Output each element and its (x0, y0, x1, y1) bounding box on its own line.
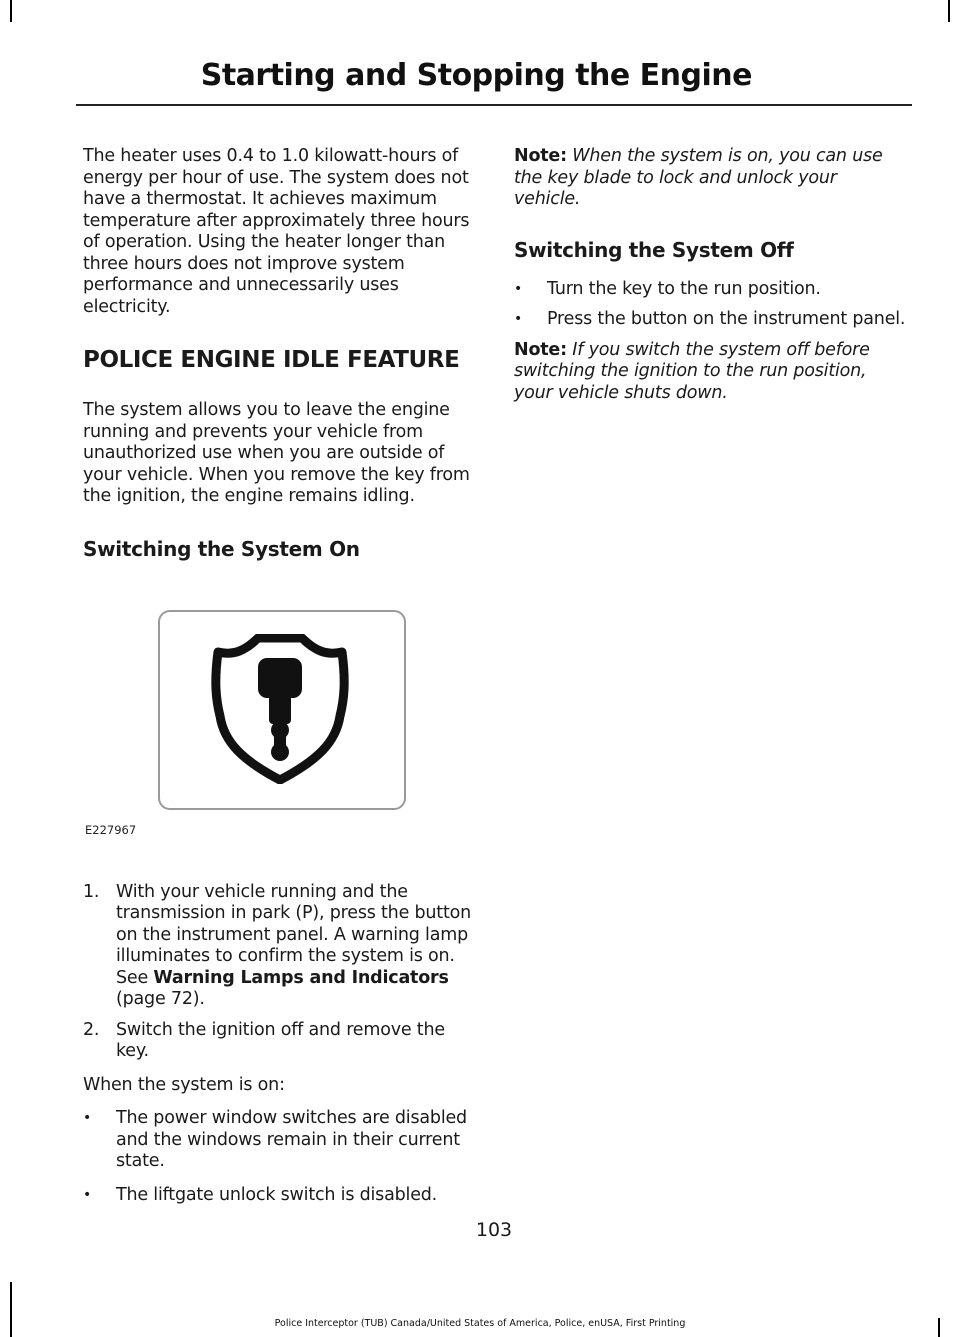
step-page-ref: (page 72). (116, 989, 205, 1009)
header-divider (76, 104, 912, 106)
step-number: 1. (83, 881, 100, 902)
bullet-icon: • (83, 1186, 92, 1203)
page-title: Starting and Stopping the Engine (200, 58, 752, 93)
crop-mark-top-left (10, 0, 12, 22)
idle-feature-paragraph: The system allows you to leave the engine running and prevents your vehicle from unauthorized use when you are outside of your vehicle. When you remove the key from the ignition, the engine remains idling. (83, 400, 470, 506)
step-item (83, 1020, 475, 1063)
when-on-bullets (83, 1108, 475, 1206)
step-text: With your vehicle running and the transmission in park (P), press the button on the instrument panel. A warning lamp illuminates to confirm the system is on. See (116, 881, 472, 988)
note-label: Note: (514, 339, 567, 360)
note-key-blade (514, 146, 906, 211)
crop-mark-top-right (948, 0, 950, 22)
right-column (514, 146, 906, 404)
bullet-icon: • (514, 311, 523, 327)
bullet-text: The power window switches are disabled and the windows remain in their current state. (116, 1108, 467, 1171)
figure-frame (158, 610, 406, 810)
bullet-icon: • (83, 1110, 92, 1126)
figure (83, 586, 475, 856)
bullet-text: Turn the key to the run position. (547, 278, 821, 299)
bullet-text: The liftgate unlock switch is disabled. (116, 1184, 438, 1205)
bullet-item (514, 279, 906, 301)
step-text: Switch the ignition off and remove the key. (116, 1019, 445, 1061)
bullet-item (83, 1108, 475, 1173)
warning-lamps-link[interactable]: Warning Lamps and Indicators (153, 967, 449, 988)
figure-caption: E227967 (85, 822, 137, 837)
left-column (83, 146, 475, 1215)
shield-key-icon (210, 634, 350, 784)
when-on-text: When the system is on: (83, 1074, 285, 1095)
bullet-icon: • (514, 280, 523, 297)
heater-paragraph: The heater uses 0.4 to 1.0 kilowatt-hours of energy per hour of use. The system does not have a thermostat. It achieves maximum temperature after approximately three hours of operation. Using the heater longer than three hours does not improve system performance and unnecessarily uses electricity. (83, 146, 470, 317)
page-number: 103 (475, 1219, 513, 1241)
switching-on-heading: Switching the System On (83, 536, 360, 561)
note-text: When the system is on, you can use the key blade to lock and unlock your vehicle. (514, 146, 883, 209)
switching-off-heading: Switching the System Off (514, 237, 794, 262)
step-number: 2. (83, 1019, 100, 1040)
bullet-text: Press the button on the instrument panel. (547, 309, 906, 329)
footer-text: Police Interceptor (TUB) Canada/United States of America, Police, enUSA, First Printing (274, 1318, 686, 1329)
step-item (83, 882, 475, 1011)
bullet-item (83, 1185, 475, 1207)
note-text: If you switch the system off before switching the ignition to the run position, your vehicle shuts down. (514, 339, 870, 403)
note-switch-off (514, 340, 906, 405)
section-heading: POLICE ENGINE IDLE FEATURE (83, 347, 460, 373)
steps-list (83, 882, 475, 1063)
note-label: Note: (514, 146, 567, 166)
switch-off-bullets (514, 279, 906, 331)
bullet-item (514, 309, 906, 331)
